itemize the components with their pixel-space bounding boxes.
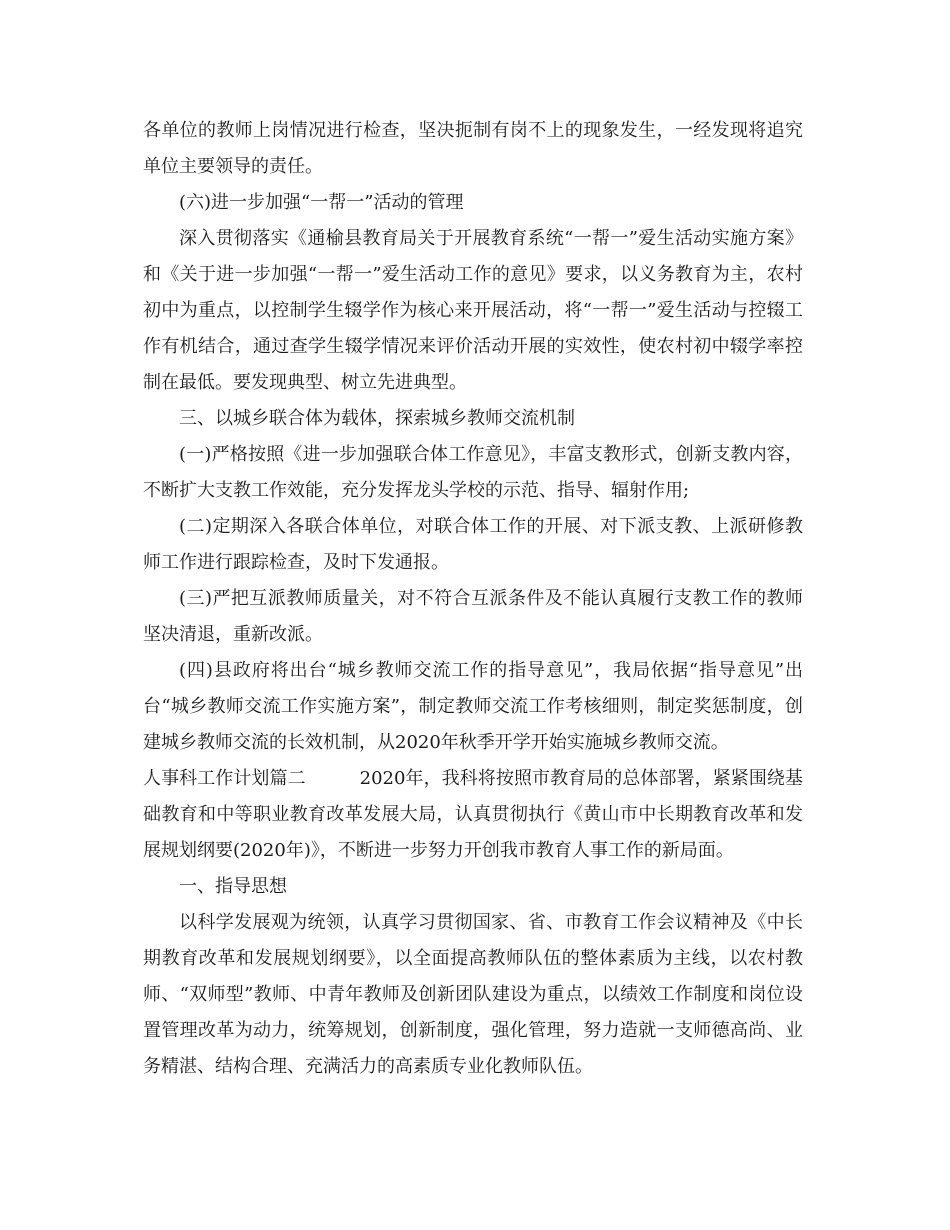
plan-two-heading: 人事科工作计划篇二 — [143, 768, 306, 789]
section-heading-guiding-ideology: 一、指导思想 — [179, 876, 287, 897]
paragraph-plan-two — [143, 761, 803, 869]
paragraph-guiding-ideology: 以科学发展观为统领，认真学习贯彻国家、省、市教育工作会议精神及《中长期教育改革和发展规划纲要》，以全面提高教师队伍的整体素质为主线，以农村教师、“双师型”教师、中青年教师及创新团队建设为重点，以绩效工作制度和岗位设置管理改革为动力，统筹规划，创新制度，强化管理，努力造就一支师德高尚、业务精湛、结构合理、充满活力的高素质专业化教师队伍。 — [143, 912, 803, 1077]
paragraph-item-one: (一)严格按照《进一步加强联合体工作意见》，丰富支教形式，创新支教内容，不断扩大支教工作效能，充分发挥龙头学校的示范、指导、辐射作用; — [143, 444, 803, 501]
paragraph-item-three: (三)严把互派教师质量关，对不符合互派条件及不能认真履行支教工作的教师坚决清退，重新改派。 — [143, 588, 803, 645]
paragraph-continuation: 各单位的教师上岗情况进行检查，坚决扼制有岗不上的现象发生，一经发现将追究单位主要领导的责任。 — [143, 120, 803, 177]
paragraph-item-two: (二)定期深入各联合体单位，对联合体工作的开展、对下派支教、上派研修教师工作进行跟踪检查，及时下发通报。 — [143, 516, 803, 573]
document-body — [143, 113, 803, 1085]
subheading-six: (六)进一步加强“一帮一”活动的管理 — [179, 192, 464, 213]
section-heading-three: 三、以城乡联合体为载体，探索城乡教师交流机制 — [179, 408, 575, 429]
paragraph-item-four: (四)县政府将出台“城乡教师交流工作的指导意见”，我局依据“指导意见”出台“城乡教师交流工作实施方案”，制定教师交流工作考核细则，制定奖惩制度，创建城乡教师交流的长效机制，从2020年秋季开学开始实施城乡教师交流。 — [143, 660, 803, 753]
paragraph-one-help-one: 深入贯彻落实《通榆县教育局关于开展教育系统“一帮一”爱生活动实施方案》和《关于进一步加强“一帮一”爱生活动工作的意见》要求，以义务教育为主，农村初中为重点，以控制学生辍学作为核心来开展活动，将“一帮一”爱生活动与控辍工作有机结合，通过查学生辍学情况来评价活动开展的实效性，使农村初中辍学率控制在最低。要发现典型、树立先进典型。 — [143, 228, 803, 393]
plan-two-body: 2020年，我科将按照市教育局的总体部署，紧紧围绕基础教育和中等职业教育改革发展大局，认真贯彻执行《黄山市中长期教育改革和发展规划纲要(2020年)》，不断进一步努力开创我市教育人事工作的新局面。 — [143, 768, 803, 861]
